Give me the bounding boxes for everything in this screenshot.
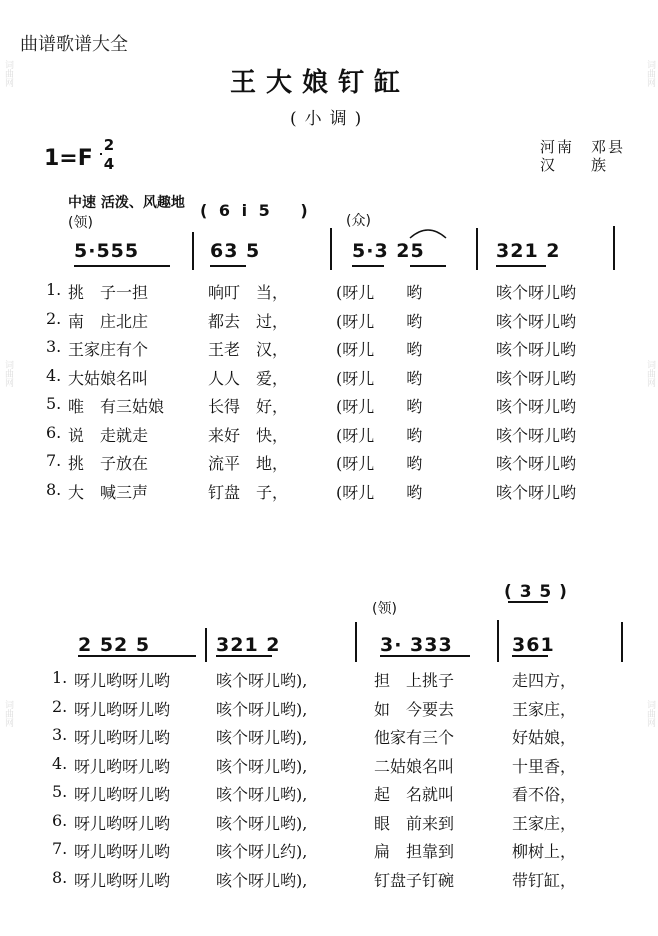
lyric-b: 咳个呀儿哟),: [216, 756, 308, 776]
lyric-b: 咳个呀儿哟),: [216, 671, 308, 690]
lyric-d: 柳树上，: [512, 842, 577, 861]
lyric-d: 走四方，: [512, 671, 577, 690]
lyric-a: 呀儿哟呀儿哟: [74, 813, 171, 833]
lyric-c: (呀儿 哟: [336, 368, 423, 388]
lyric-d: 咳个呀儿哟: [496, 283, 577, 302]
lyric-a: 呀儿哟呀儿哟: [74, 699, 171, 719]
song-subtitle: (小调): [290, 109, 370, 129]
lyric-d: 咳个呀儿哟: [496, 340, 577, 359]
lyric-a: 呀儿哟呀儿哟: [74, 728, 171, 747]
watermark-right: 词曲网: [645, 360, 655, 387]
lyric-c: (呀儿 哟: [336, 311, 423, 331]
lyric-a: 大姑娘名叫: [68, 368, 149, 388]
lyric-c: 钉盘子钉碗: [374, 870, 455, 890]
watermark-right: 词曲网: [645, 700, 655, 727]
lyric-b: 钉盘 子，: [208, 482, 289, 502]
lyric-d: 十里香，: [512, 756, 577, 776]
lyric-num: 3.: [46, 337, 62, 356]
lyric-d: 咳个呀儿哟: [496, 482, 577, 502]
lyric-c: (呀儿 哟: [336, 482, 423, 502]
lyric-a: 呀儿哟呀儿哟: [74, 671, 171, 690]
lyric-a: 挑 子放在: [68, 454, 149, 473]
time-sig-top: 2: [103, 136, 115, 154]
lyric-a: 说 走就走: [68, 425, 149, 445]
lyric-num: 4.: [46, 365, 62, 385]
lyric-b: 响叮 当，: [208, 283, 289, 302]
lyric-a: 挑 子一担: [68, 283, 149, 302]
lyric-c: (呀儿 哟: [336, 340, 423, 359]
lyric-d: 咳个呀儿哟: [496, 368, 577, 388]
measure-6: 321 2: [216, 634, 281, 656]
lyric-c: 担 上挑子: [374, 671, 455, 690]
origin-nation: 汉 族: [540, 156, 609, 174]
lyric-a: 呀儿哟呀儿哟: [74, 785, 171, 804]
lyric-num: 6.: [52, 810, 68, 830]
lyric-c: 二姑娘名叫: [374, 756, 455, 776]
lyric-num: 3.: [52, 725, 68, 744]
lyric-a: 呀儿哟呀儿哟: [74, 842, 171, 861]
lyric-b: 王老 汉，: [208, 340, 289, 359]
measure-5: 2 52 5: [78, 634, 151, 656]
lyric-b: 咳个呀儿哟),: [216, 785, 308, 804]
lyric-a: 呀儿哟呀儿哟: [74, 870, 171, 890]
slur: [410, 230, 446, 238]
paren-notes-2: ( 3 5 ): [504, 582, 568, 602]
lyric-b: 咳个呀儿哟),: [216, 728, 308, 747]
key-signature: 1=F: [44, 146, 93, 171]
lyric-b: 人人 爱，: [208, 368, 289, 388]
intro-notes: ( 6 i 5 ): [200, 201, 311, 220]
lyric-d: 王家庄，: [512, 699, 577, 719]
lyric-d: 咳个呀儿哟: [496, 311, 577, 331]
lyric-num: 2.: [46, 308, 62, 328]
lyric-num: 8.: [52, 867, 68, 887]
measure-8: 361: [512, 634, 555, 656]
lyric-b: 来好 快，: [208, 425, 289, 445]
lyric-num: 5.: [46, 394, 62, 413]
watermark-left: 词曲网: [3, 700, 13, 727]
lyric-b: 咳个呀儿约),: [216, 842, 308, 861]
lyric-num: 6.: [46, 422, 62, 442]
site-label: 曲谱歌谱大全: [20, 34, 128, 55]
lyric-a: 呀儿哟呀儿哟: [74, 756, 171, 776]
lyric-c: 眼 前来到: [374, 813, 455, 833]
lyric-num: 1.: [46, 280, 62, 299]
lyric-a: 大 喊三声: [68, 482, 149, 502]
measure-4: 321 2: [496, 240, 561, 262]
lead-mark-ling-2: (领): [372, 601, 397, 617]
lyric-num: 7.: [52, 839, 68, 858]
lyric-num: 4.: [52, 753, 68, 773]
measure-2: 63 5: [210, 240, 261, 262]
song-title: 王大娘钉缸: [230, 68, 411, 98]
tempo-marking: 中速 活泼、风趣地: [68, 195, 185, 211]
lyric-d: 王家庄，: [512, 813, 577, 833]
watermark-left: 词曲网: [3, 60, 13, 87]
lyric-d: 带钉缸，: [512, 870, 577, 890]
lyric-d: 咳个呀儿哟: [496, 425, 577, 445]
measure-3: 5·3 25: [352, 240, 425, 262]
lyric-b: 都去 过，: [208, 311, 289, 331]
lyric-c: 他家有三个: [374, 728, 455, 747]
lyric-d: 咳个呀儿哟: [496, 454, 577, 473]
lyric-b: 咳个呀儿哟),: [216, 699, 308, 719]
lyric-c: (呀儿 哟: [336, 397, 423, 416]
lyric-num: 7.: [46, 451, 62, 470]
lyric-a: 王家庄有个: [68, 340, 149, 359]
lyric-b: 咳个呀儿哟),: [216, 870, 308, 890]
origin-region: 河南 邓县: [540, 138, 626, 156]
lyric-b: 咳个呀儿哟),: [216, 813, 308, 833]
lyric-d: 好姑娘，: [512, 728, 577, 747]
watermark-right: 词曲网: [645, 60, 655, 87]
lyric-c: 扁 担靠到: [374, 842, 455, 861]
watermark-left: 词曲网: [3, 360, 13, 387]
time-sig-bottom: 4: [103, 155, 115, 173]
lyric-a: 南 庄北庄: [68, 311, 149, 331]
lyric-c: (呀儿 哟: [336, 283, 423, 302]
lyric-d: 看不俗，: [512, 785, 577, 804]
lead-mark-ling: (领): [68, 215, 93, 231]
lyric-b: 流平 地，: [208, 454, 289, 473]
lyric-num: 5.: [52, 782, 68, 801]
lyric-b: 长得 好，: [208, 397, 289, 416]
measure-1: 5·555: [74, 240, 140, 262]
lyric-num: 8.: [46, 479, 62, 499]
lyric-num: 2.: [52, 696, 68, 716]
lyric-c: (呀儿 哟: [336, 454, 423, 473]
lyric-c: 如 今要去: [374, 699, 455, 719]
lyric-num: 1.: [52, 668, 68, 687]
lyric-c: 起 名就叫: [374, 785, 455, 804]
lyric-d: 咳个呀儿哟: [496, 397, 577, 416]
lyric-a: 唯 有三姑娘: [68, 397, 165, 416]
lyric-c: (呀儿 哟: [336, 425, 423, 445]
measure-7: 3· 333: [380, 634, 453, 656]
lead-mark-zhong: (众): [346, 213, 371, 229]
